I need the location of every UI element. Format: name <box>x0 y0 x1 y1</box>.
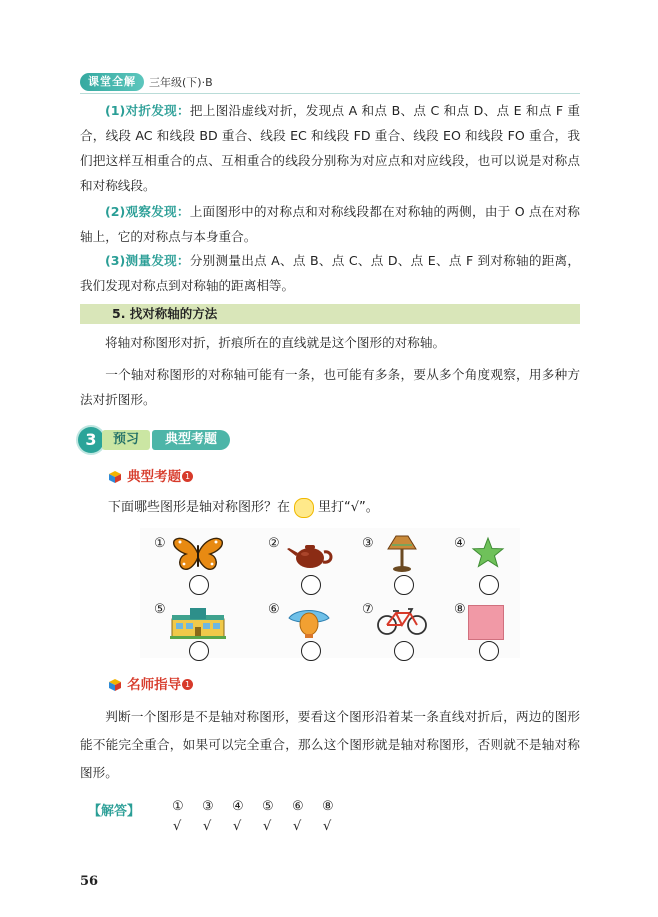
lantern-icon <box>286 604 332 640</box>
figure-number-7: ⑦ <box>362 602 374 617</box>
cube-icon <box>108 470 122 484</box>
section-paragraph-2 <box>80 362 580 412</box>
question <box>108 497 379 519</box>
paragraph-measure-discovery <box>80 248 580 298</box>
figure-number-2: ② <box>268 536 280 551</box>
figure-number-3: ③ <box>362 536 374 551</box>
answer-item: ④ <box>232 799 244 814</box>
answer-circle-6[interactable] <box>301 641 321 661</box>
answer-circle-4[interactable] <box>479 575 499 595</box>
preview-tag: 预习 <box>102 430 150 450</box>
label-observe: (2)观察发现： <box>105 204 190 219</box>
section-title: 5. 找对称轴的方法 <box>80 304 580 324</box>
table-lamp-icon <box>384 533 420 573</box>
text-fold: 把上图沿虚线对折，发现点 A 和点 B、点 C 和点 D、点 E 和点 F 重合，线段 AC 和线段 BD 重合、线段 EC 和线段 FD 重合、线段 EO 和线段 FO 重合，我们把这样互相重合的点、互相重合的线段分别称为对应点和对应线段，也可以说是对称点和对称线段。 <box>80 103 580 193</box>
answer-circle-1[interactable] <box>189 575 209 595</box>
check-mark: √ <box>263 819 272 834</box>
figure-number-6: ⑥ <box>268 602 280 617</box>
label-fold: (1)对折发现： <box>105 103 190 118</box>
cube-icon <box>108 678 122 692</box>
example-heading <box>108 465 193 485</box>
check-mark: √ <box>203 819 212 834</box>
page-number: 56 <box>80 874 99 889</box>
answer-item: ⑧ <box>322 799 334 814</box>
figure-number-4: ④ <box>454 536 466 551</box>
guide-paragraph <box>80 703 580 787</box>
section-paragraph-1 <box>80 330 580 355</box>
figure-number-5: ⑤ <box>154 602 166 617</box>
text-measure: 分别测量出点 A、点 B、点 C、点 D、点 E、点 F 到对称轴的距离，我们发现对称点到对称轴的距离相等。 <box>80 253 580 293</box>
typical-questions-tag: 典型考题 <box>152 430 230 450</box>
figure-number-8: ⑧ <box>454 602 466 617</box>
paragraph-fold-discovery <box>80 98 580 198</box>
bicycle-icon <box>376 606 428 636</box>
star-icon <box>471 536 505 570</box>
answer-label: 【解答】 <box>88 804 141 819</box>
answer-circle-2[interactable] <box>301 575 321 595</box>
answer-circle-7[interactable] <box>394 641 414 661</box>
header-divider <box>80 93 580 94</box>
answer-list <box>172 799 352 814</box>
part-number-badge: 3 <box>78 427 104 453</box>
question-text-after: 里打“√”。 <box>318 500 379 515</box>
figure-number-1: ① <box>154 536 166 551</box>
text-observe: 上面图形中的对称点和对称线段都在对称轴的两侧，由于 O 点在对称轴上，它的对称点与本身重合。 <box>80 204 580 244</box>
check-mark: √ <box>293 819 302 834</box>
guide-heading-text: 名师指导 <box>127 677 182 693</box>
label-measure: (3)测量发现： <box>105 253 190 268</box>
example-heading-text: 典型考题 <box>127 469 182 485</box>
guide-badge: 1 <box>182 679 193 690</box>
check-mark: √ <box>233 819 242 834</box>
answer-item: ⑥ <box>292 799 304 814</box>
guide-text: 判断一个图形是不是轴对称图形，要看这个图形沿着某一条直线对折后，两边的图形能不能完全重合，如果可以完全重合，那么这个图形就是轴对称图形，否则就不是轴对称图形。 <box>80 709 580 780</box>
question-text-before: 下面哪些图形是轴对称图形？在 <box>108 500 291 515</box>
square-icon <box>468 605 504 640</box>
check-mark: √ <box>173 819 182 834</box>
answer-circle-3[interactable] <box>394 575 414 595</box>
paragraph-observe-discovery <box>80 199 580 249</box>
book-badge: 课堂全解 <box>80 73 144 91</box>
section-p1-text: 将轴对称图形对折，折痕所在的直线就是这个图形的对称轴。 <box>105 335 446 350</box>
building-icon <box>170 605 226 639</box>
answer-item: ③ <box>202 799 214 814</box>
check-mark: √ <box>323 819 332 834</box>
answer-circle-5[interactable] <box>189 641 209 661</box>
answer-item: ① <box>172 799 184 814</box>
example-badge: 1 <box>182 471 193 482</box>
teapot-icon <box>285 540 337 570</box>
answer-circle-icon <box>294 498 314 518</box>
butterfly-icon <box>172 535 224 573</box>
section-p2-text: 一个轴对称图形的对称轴可能有一条，也可能有多条，要从多个角度观察，用多种方法对折图形。 <box>80 367 580 407</box>
guide-heading <box>108 673 193 693</box>
answer-marks <box>173 819 353 834</box>
answer-item: ⑤ <box>262 799 274 814</box>
grade-label: 三年级(下)·B <box>149 76 213 89</box>
answer-circle-8[interactable] <box>479 641 499 661</box>
